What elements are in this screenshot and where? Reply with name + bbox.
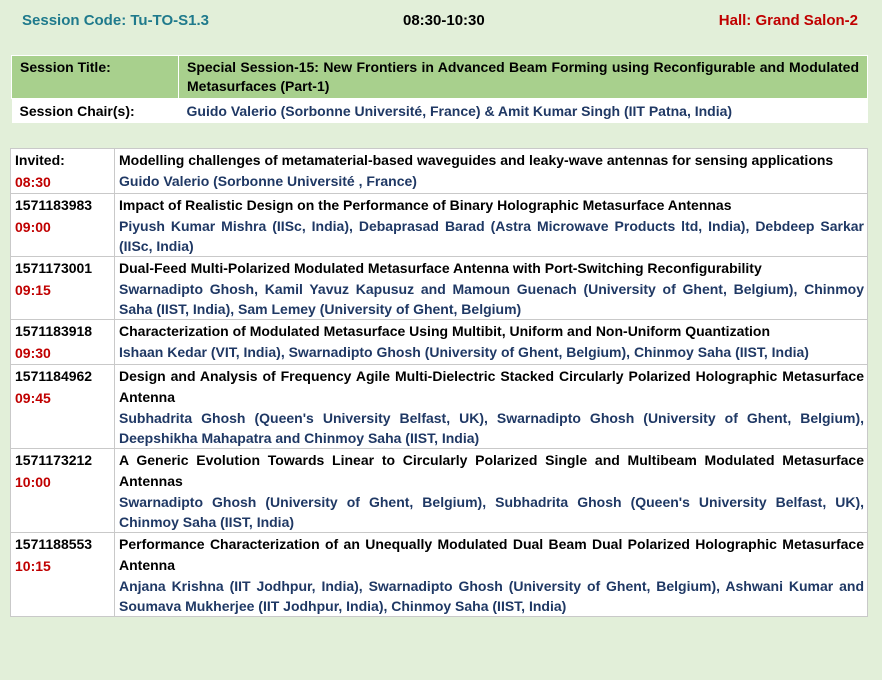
paper-row bbox=[11, 257, 868, 320]
session-hall: Hall: Grand Salon-2 bbox=[718, 12, 858, 29]
paper-title: Performance Characterization of an Unequally Modulated Dual Beam Dual Polarized Holographic Metasurface Antenna bbox=[119, 536, 864, 573]
paper-authors: Anjana Krishna (IIT Jodhpur, India), Swarnadipto Ghosh (University of Ghent, Belgium), Ashwani Kumar and Soumava Mukherjee (IIT Jodhpur, India), Chinmoy Saha (IIST, India) bbox=[119, 578, 864, 614]
paper-authors: Swarnadipto Ghosh, Kamil Yavuz Kapusuz and Mamoun Guenach (University of Ghent, Belgium), Chinmoy Saha (IIST, India), Sam Lemey (University of Ghent, Belgium) bbox=[119, 281, 864, 317]
session-title-row bbox=[12, 56, 868, 99]
paper-row bbox=[11, 449, 868, 533]
paper-id-cell bbox=[11, 257, 115, 320]
paper-id: 1571184962 bbox=[15, 368, 93, 384]
paper-time: 09:45 bbox=[15, 390, 51, 406]
paper-row bbox=[11, 149, 868, 194]
papers-table bbox=[10, 148, 868, 617]
paper-info-cell bbox=[115, 194, 868, 257]
paper-id-cell bbox=[11, 194, 115, 257]
paper-row bbox=[11, 533, 868, 617]
paper-info-cell bbox=[115, 365, 868, 449]
session-chairs: Guido Valerio (Sorbonne Université, France) & Amit Kumar Singh (IIT Patna, India) bbox=[179, 99, 868, 124]
paper-title: A Generic Evolution Towards Linear to Circularly Polarized Single and Multibeam Modulated Metasurface Antennas bbox=[119, 452, 864, 489]
session-time: 08:30-10:30 bbox=[403, 12, 485, 29]
paper-id: Invited: bbox=[15, 152, 65, 168]
paper-title: Modelling challenges of metamaterial-based waveguides and leaky-wave antennas for sensing applications bbox=[119, 152, 834, 168]
paper-authors: Ishaan Kedar (VIT, India), Swarnadipto Ghosh (University of Ghent, Belgium), Chinmoy Saha (IIST, India) bbox=[119, 344, 809, 360]
session-title-label: Session Title: bbox=[12, 56, 179, 99]
paper-time: 09:15 bbox=[15, 282, 51, 298]
paper-id-cell bbox=[11, 365, 115, 449]
session-code: Session Code: Tu-TO-S1.3 bbox=[22, 12, 209, 29]
paper-row bbox=[11, 194, 868, 257]
session-chair-label: Session Chair(s): bbox=[12, 99, 179, 124]
paper-row bbox=[11, 365, 868, 449]
paper-info-cell bbox=[115, 257, 868, 320]
session-title: Special Session-15: New Frontiers in Advanced Beam Forming using Reconfigurable and Modulated Metasurfaces (Part-1) bbox=[179, 56, 868, 99]
paper-id: 1571183983 bbox=[15, 197, 93, 213]
paper-time: 10:00 bbox=[15, 474, 51, 490]
paper-id-cell bbox=[11, 533, 115, 617]
paper-row bbox=[11, 320, 868, 365]
paper-authors: Subhadrita Ghosh (Queen's University Belfast, UK), Swarnadipto Ghosh (University of Ghent, Belgium), Deepshikha Mahapatra and Chinmoy Saha (IIST, India) bbox=[119, 410, 864, 446]
paper-title: Characterization of Modulated Metasurface Using Multibit, Uniform and Non-Uniform Quantization bbox=[119, 323, 771, 339]
paper-id: 1571173001 bbox=[15, 260, 93, 276]
paper-info-cell bbox=[115, 149, 868, 194]
paper-time: 09:00 bbox=[15, 219, 51, 235]
paper-info-cell bbox=[115, 533, 868, 617]
paper-info-cell bbox=[115, 449, 868, 533]
paper-authors: Piyush Kumar Mishra (IISc, India), Debaprasad Barad (Astra Microwave Products ltd, India), Debdeep Sarkar (IISc, India) bbox=[119, 218, 864, 254]
paper-id: 1571183918 bbox=[15, 323, 93, 339]
session-info-table bbox=[11, 55, 868, 123]
paper-id: 1571188553 bbox=[15, 536, 93, 552]
paper-title: Dual-Feed Multi-Polarized Modulated Metasurface Antenna with Port-Switching Reconfigurability bbox=[119, 260, 762, 276]
paper-id-cell bbox=[11, 449, 115, 533]
paper-time: 08:30 bbox=[15, 174, 51, 190]
paper-time: 09:30 bbox=[15, 345, 51, 361]
paper-time: 10:15 bbox=[15, 558, 51, 574]
paper-authors: Guido Valerio (Sorbonne Université , France) bbox=[119, 173, 417, 189]
paper-id-cell bbox=[11, 320, 115, 365]
paper-info-cell bbox=[115, 320, 868, 365]
paper-title: Impact of Realistic Design on the Performance of Binary Holographic Metasurface Antennas bbox=[119, 197, 732, 213]
paper-title: Design and Analysis of Frequency Agile Multi-Dielectric Stacked Circularly Polarized Holographic Metasurface Antenna bbox=[119, 368, 864, 405]
paper-id: 1571173212 bbox=[15, 452, 93, 468]
paper-authors: Swarnadipto Ghosh (University of Ghent, Belgium), Subhadrita Ghosh (Queen's University Belfast, UK), Chinmoy Saha (IIST, India) bbox=[119, 494, 864, 530]
paper-id-cell bbox=[11, 149, 115, 194]
session-chair-row bbox=[12, 99, 868, 124]
